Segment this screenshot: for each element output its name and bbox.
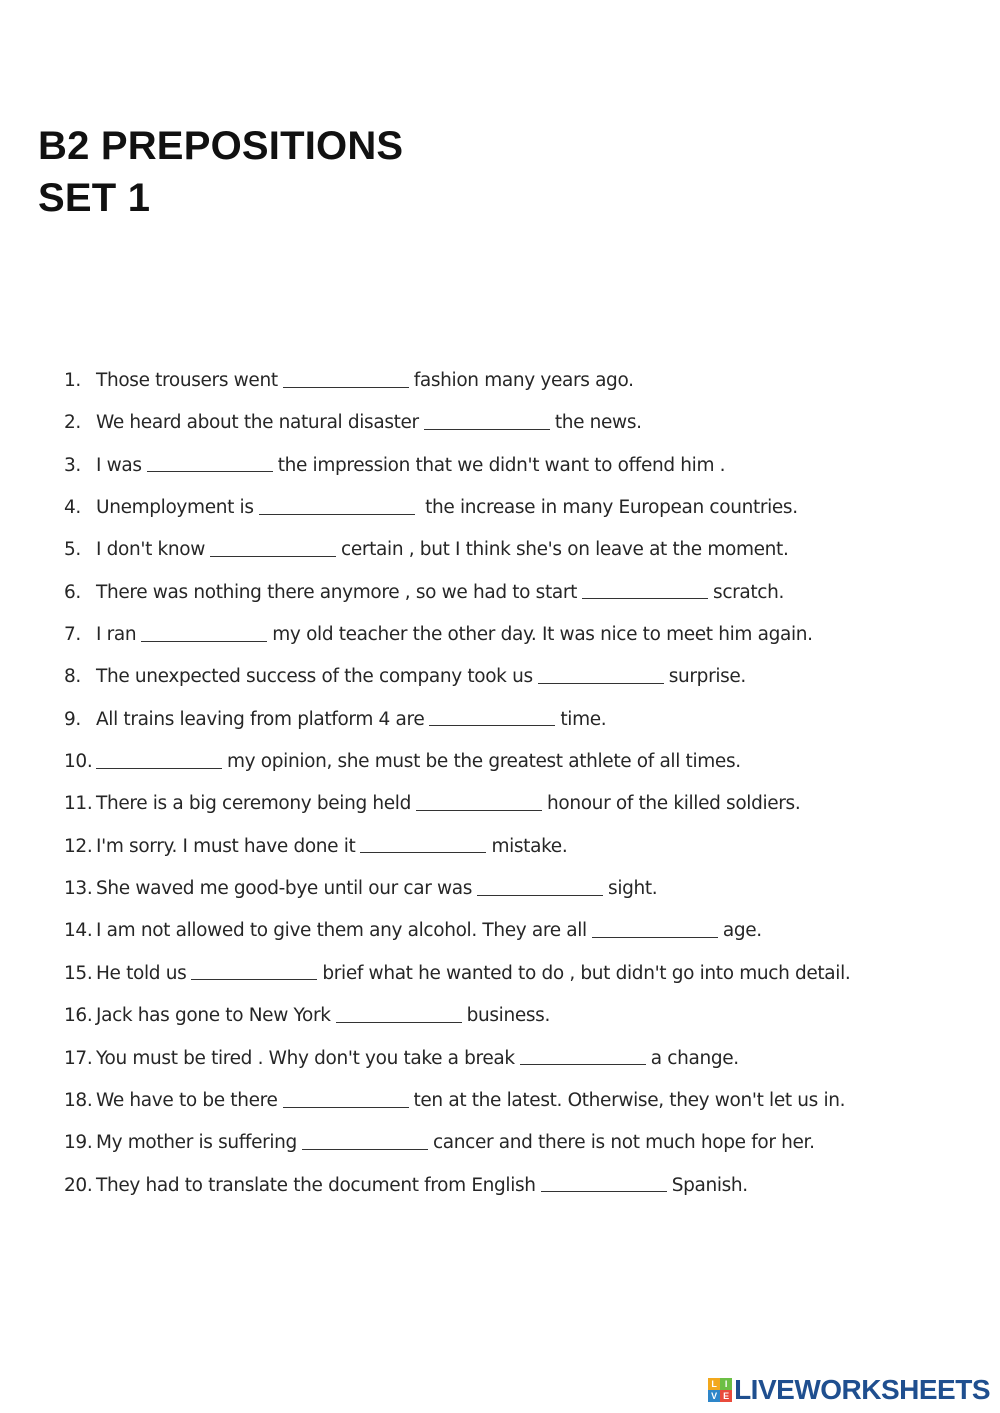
question-text-after: the impression that we didn't want to offend him . bbox=[277, 454, 726, 476]
logo-letter-l: L bbox=[708, 1378, 720, 1390]
question-text-after: fashion many years ago. bbox=[413, 370, 634, 391]
question-number: 9. bbox=[64, 708, 81, 730]
question-text-before: My mother is suffering bbox=[96, 1132, 297, 1154]
question-text-after: cancer and there is not much hope for her. bbox=[432, 1132, 815, 1154]
answer-blank-5[interactable] bbox=[210, 536, 336, 557]
question-number: 2. bbox=[64, 412, 81, 434]
answer-blank-1[interactable] bbox=[283, 367, 409, 388]
question-number: 1. bbox=[64, 370, 81, 391]
answer-blank-2[interactable] bbox=[424, 409, 550, 430]
question-item bbox=[64, 572, 964, 614]
question-number: 7. bbox=[64, 624, 81, 646]
title-line-1: B2 PREPOSITIONS bbox=[38, 124, 404, 168]
question-text-before: Unemployment is bbox=[96, 497, 254, 519]
question-number: 15. bbox=[64, 962, 93, 984]
question-item bbox=[64, 656, 964, 698]
question-item bbox=[64, 487, 964, 529]
answer-blank-3[interactable] bbox=[147, 451, 273, 472]
question-text-after: brief what he wanted to do , but didn't go into much detail. bbox=[322, 962, 851, 984]
question-text-before: I'm sorry. I must have done it bbox=[96, 835, 356, 857]
answer-blank-6[interactable] bbox=[582, 578, 708, 599]
question-item bbox=[64, 614, 964, 656]
question-text-before: I am not allowed to give them any alcohol. They are all bbox=[96, 920, 587, 942]
question-text-before: She waved me good-bye until our car was bbox=[96, 878, 473, 900]
question-text-before: I ran bbox=[96, 624, 137, 646]
question-item bbox=[64, 826, 964, 868]
answer-blank-18[interactable] bbox=[283, 1087, 409, 1108]
logo-letter-v: V bbox=[708, 1390, 720, 1402]
question-item bbox=[64, 402, 964, 444]
question-item bbox=[64, 445, 964, 487]
answer-blank-15[interactable] bbox=[191, 959, 317, 980]
answer-blank-8[interactable] bbox=[538, 663, 664, 684]
answer-blank-19[interactable] bbox=[302, 1129, 428, 1150]
liveworksheets-wordmark: LIVEWORKSHEETS bbox=[734, 1374, 990, 1405]
page-title bbox=[38, 120, 403, 224]
question-item bbox=[64, 910, 964, 952]
question-item bbox=[64, 868, 964, 910]
question-text-after: certain , but I think she's on leave at the moment. bbox=[341, 539, 789, 561]
question-text-before: You must be tired . Why don't you take a break bbox=[96, 1047, 515, 1069]
question-text-after: time. bbox=[560, 708, 607, 730]
question-number: 4. bbox=[64, 497, 81, 519]
answer-blank-17[interactable] bbox=[520, 1044, 646, 1065]
question-number: 12. bbox=[64, 835, 93, 857]
question-text-after: business. bbox=[466, 1005, 550, 1027]
answer-blank-14[interactable] bbox=[592, 917, 718, 938]
question-text-after: the news. bbox=[554, 412, 642, 434]
question-number: 8. bbox=[64, 666, 81, 688]
answer-blank-13[interactable] bbox=[477, 875, 603, 896]
answer-blank-20[interactable] bbox=[541, 1171, 667, 1192]
question-number: 11. bbox=[64, 793, 93, 815]
question-text-after: my opinion, she must be the greatest athlete of all times. bbox=[227, 751, 741, 773]
question-text-after: a change. bbox=[650, 1047, 739, 1069]
question-item bbox=[64, 1080, 964, 1122]
question-text-before: He told us bbox=[96, 962, 187, 984]
question-text-before: I was bbox=[96, 454, 142, 476]
question-number: 17. bbox=[64, 1047, 93, 1069]
question-item bbox=[64, 699, 964, 741]
question-item bbox=[64, 1038, 964, 1080]
question-text-after: sight. bbox=[608, 878, 658, 900]
liveworksheets-brand[interactable] bbox=[708, 1375, 990, 1405]
question-number: 20. bbox=[64, 1174, 93, 1196]
question-text-before: There was nothing there anymore , so we had to start bbox=[96, 581, 578, 603]
question-text-after: mistake. bbox=[491, 835, 568, 857]
question-text-before: The unexpected success of the company took us bbox=[96, 666, 533, 688]
answer-blank-12[interactable] bbox=[360, 832, 486, 853]
question-number: 19. bbox=[64, 1132, 93, 1154]
question-text-after: honour of the killed soldiers. bbox=[547, 793, 801, 815]
answer-blank-10[interactable] bbox=[96, 748, 222, 769]
question-text-after: the increase in many European countries. bbox=[419, 497, 798, 519]
question-text-before: Those trousers went bbox=[96, 370, 278, 391]
answer-blank-4[interactable] bbox=[259, 494, 415, 515]
question-text-before: All trains leaving from platform 4 are bbox=[96, 708, 425, 730]
title-line-2: SET 1 bbox=[38, 176, 151, 220]
logo-letter-i: I bbox=[720, 1378, 732, 1390]
question-number: 14. bbox=[64, 920, 93, 942]
question-item bbox=[64, 953, 964, 995]
question-item bbox=[64, 995, 964, 1037]
question-text-after: ten at the latest. Otherwise, they won't let us in. bbox=[413, 1089, 846, 1111]
question-text-before: I don't know bbox=[96, 539, 206, 561]
question-text-after: age. bbox=[722, 920, 762, 942]
answer-blank-11[interactable] bbox=[416, 790, 542, 811]
question-item bbox=[64, 783, 964, 825]
question-text-before: We have to be there bbox=[96, 1089, 278, 1111]
question-item bbox=[64, 1122, 964, 1164]
liveworksheets-logo-icon bbox=[708, 1378, 732, 1402]
question-number: 3. bbox=[64, 454, 81, 476]
question-number: 10. bbox=[64, 751, 93, 773]
logo-letter-e: E bbox=[720, 1390, 732, 1402]
question-text-before: Jack has gone to New York bbox=[96, 1005, 331, 1027]
question-number: 16. bbox=[64, 1005, 93, 1027]
question-number: 13. bbox=[64, 878, 93, 900]
question-list bbox=[64, 360, 964, 1207]
question-number: 18. bbox=[64, 1089, 93, 1111]
question-text-after: scratch. bbox=[713, 581, 785, 603]
question-text-after: Spanish. bbox=[671, 1174, 748, 1196]
question-text-before: There is a big ceremony being held bbox=[96, 793, 411, 815]
answer-blank-7[interactable] bbox=[141, 621, 267, 642]
answer-blank-16[interactable] bbox=[336, 1002, 462, 1023]
question-item bbox=[64, 529, 964, 571]
question-text-after: surprise. bbox=[668, 666, 746, 688]
question-number: 6. bbox=[64, 581, 81, 603]
question-number: 5. bbox=[64, 539, 81, 561]
question-item bbox=[64, 741, 964, 783]
question-text-after: my old teacher the other day. It was nice to meet him again. bbox=[272, 624, 813, 646]
question-text-before: They had to translate the document from English bbox=[96, 1174, 536, 1196]
question-text-before: We heard about the natural disaster bbox=[96, 412, 419, 434]
question-item bbox=[64, 360, 964, 402]
question-item bbox=[64, 1165, 964, 1207]
answer-blank-9[interactable] bbox=[429, 705, 555, 726]
